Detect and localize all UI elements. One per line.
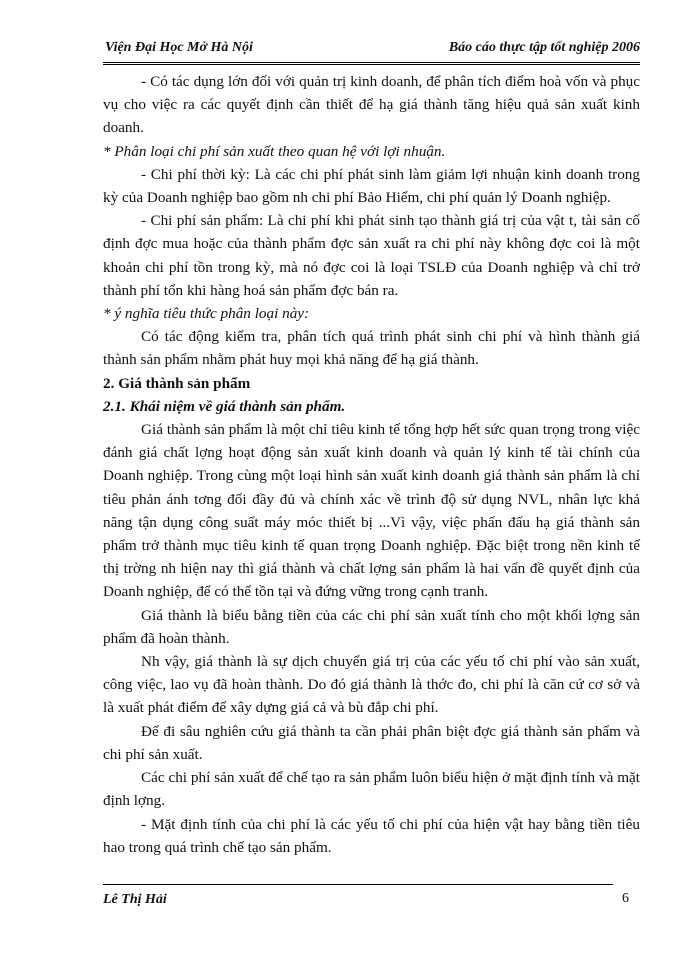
paragraph: - Chi phí thời kỳ: Là các chi phí phát sinh làm giảm lợi nhuận kinh doanh trong kỳ của Doanh nghiệp bao gồm nh chi phí Bảo Hiểm, chi phí quản lý Doanh nghiệp. [103, 165, 640, 207]
paragraph: Giá thành là biểu bằng tiền của các chi phí sản xuất tính cho một khối lợng sản phẩm đã hoàn thành. [103, 606, 640, 647]
section-heading-italic: * Phân loại chi phí sản xuất theo quan hệ với lợi nhuận. [103, 142, 446, 160]
paragraph: Nh vậy, giá thành là sự dịch chuyển giá trị của các yếu tố chi phí vào sản xuất, công việc, lao vụ đã hoàn thành. Do đó giá thành là thớc đo, chi phí là căn cứ cơ sở và là xuất phát điểm để xây dựng giá cả và bù đắp chi phí. [103, 653, 640, 717]
header-institution: Viện Đại Học Mở Hà Nội [105, 40, 253, 55]
paragraph: - Chi phí sản phẩm: Là chi phí khi phát sinh tạo thành giá trị của vật t, tài sản cố định đợc mua hoặc của thành phẩm đợc sản xuất ra chi phí này không đợc coi là một khoản chi phí tồn trong kỳ, mà nó đợc coi là loại TSLĐ của Doanh nghiệp và chỉ trở thành phí tổn khi hàng hoá sản phẩm đợc bán ra. [103, 212, 640, 299]
paragraph: Có tác động kiểm tra, phân tích quá trình phát sinh chi phí và hình thành giá thành sản phẩm nhằm phát huy mọi khả năng để hạ giá thành. [103, 328, 640, 369]
paragraph: - Có tác dụng lớn đối với quản trị kinh doanh, để phân tích điểm hoà vốn và phục vụ cho việc ra các quyết định cần thiết để hạ giá thành tăng hiệu quả sản xuất kinh doanh. [103, 73, 640, 137]
paragraph: Để đi sâu nghiên cứu giá thành ta cần phải phân biệt đợc giá thành sản phẩm và chi phí sản xuất. [103, 722, 640, 763]
paragraph: - Mặt định tính của chi phí là các yếu tố chi phí của hiện vật hay bằng tiền tiêu hao trong quá trình chế tạo sản phẩm. [103, 815, 640, 856]
footer-author: Lê Thị Hải [103, 892, 167, 907]
paragraph: Các chi phí sản xuất để chế tạo ra sản phẩm luôn biểu hiện ở mặt định tính và mặt định lợng. [103, 769, 640, 810]
header-report-title: Báo cáo thực tập tốt nghiệp 2006 [448, 40, 640, 55]
subsection-heading: 2.1. Khái niệm về giá thành sản phẩm. [103, 397, 346, 415]
section-heading-italic: * ý nghĩa tiêu thức phân loại này: [103, 305, 310, 323]
footer-divider [103, 884, 613, 885]
page-number: 6 [622, 891, 629, 906]
paragraph: Giá thành sản phẩm là một chỉ tiêu kinh tế tổng hợp hết sức quan trọng trong việc đánh giá chất lợng hoạt động sản xuất kinh doanh và quản lý kinh tế tài chính của Doanh nghiệp. Trong cùng một loại hình sản xuất kinh doanh giá thành sản phẩm là chỉ tiêu phản ánh tơng đối đầy đủ và chính xác về trình độ sử dụng NVL, nhân lực khả năng tận dụng công suất máy móc thiết bị ...Vì vậy, việc phấn đấu hạ giá thành sản phẩm trở thành mục tiêu kinh tế quan trọng Doanh nghiệp. Đặc biệt trong nền kinh tế thị trờng nh hiện nay thì giá thành và chất lợng sản phẩm là hai vấn đề quyết định của Doanh nghiệp, để có thể tồn tại và đứng vững trong cạnh tranh. [103, 421, 640, 601]
section-heading: 2. Giá thành sản phẩm [103, 374, 251, 392]
document-body [103, 70, 640, 859]
header-divider [103, 62, 640, 65]
